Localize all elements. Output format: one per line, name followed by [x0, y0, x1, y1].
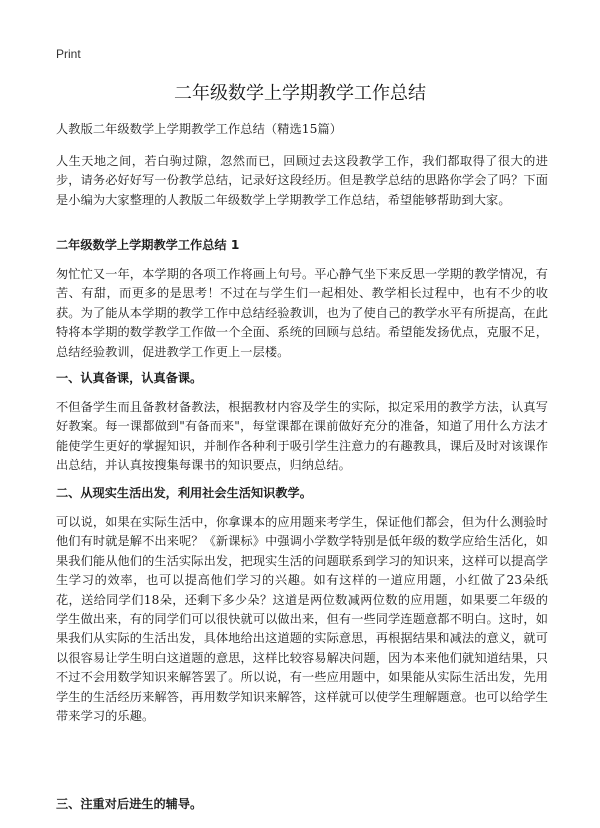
section1-paragraph: 匆忙忙又一年，本学期的各项工作将画上句号。平心静气坐下来反思一学期的教学情况，有苦、有甜，而更多的是思考！不过在与学生们一起相处、教学相长过程中，也有不少的收获。为了能从本学期的教学工作中总结经验教训，也为了使自己的教学水平有所提高，在此特将本学期的数学教学工作做一个全面、系统的回顾与总结。希望能发扬优点，克服不足，总结经验教训，促进教学工作更上一层楼。	[56, 267, 548, 359]
point-heading-1: 一、认真备课，认真备课。	[56, 371, 203, 385]
document-subtitle: 人教版二年级数学上学期教学工作总结（精选15篇）	[56, 122, 343, 136]
point2-paragraph: 可以说，如果在实际生活中，你拿课本的应用题来考学生，保证他们都会，但为什么测验时他们有时就是解不出来呢？《新课标》中强调小学数学特别是低年级的数学应给生活化，如果我们能从他们的生活实际出发，把现实生活的问题联系到学习的知识来，这样可以提高学生学习的效率，也可以提高他们学习的兴趣。如有这样的一道应用题，小红做了23朵纸花，送给同学们18朵，还剩下多少朵？这道是两位数减两位数的应用题，如果要二年级的学生做出来，有的同学们可以很快就可以做出来，但有一些同学连题意都不明白。这时，如果我们从实际的生活出发，具体地给出这道题的实际意思，再根据结果和减法的意义，就可以很容易让学生明白这道题的意思，这样比较容易解决问题，因为本来他们就知道结果，只不过不会用数学知识来解答罢了。所以说，有一些应用题中，如果能从实际生活出发，先用学生的生活经历来解答，再用数学知识来解答，这样就可以使学生理解题意。也可以给学生带来学习的乐趣。	[56, 515, 548, 724]
point1-paragraph: 不但备学生而且备教材备教法，根据教材内容及学生的实际，拟定采用的教学方法，认真写好教案。每一课都做到"有备而来"，每堂课都在课前做好充分的准备，知道了用什么方法才能使学生更好的掌握知识，并制作各种利于吸引学生注意力的有趣教具，课后及时对该课作出总结，并认真按搜集每课书的知识要点，归纳总结。	[56, 400, 548, 473]
intro-paragraph: 人生天地之间，若白驹过隙，忽然而已，回顾过去这段教学工作，我们都取得了很大的进步，请务必好好写一份教学总结，记录好这段经历。但是教学总结的思路你学会了吗？下面是小编为大家整理的人教版二年级数学上学期教学工作总结，希望能够帮助到大家。	[56, 154, 548, 207]
point-heading-3: 三、注重对后进生的辅导。	[56, 797, 203, 811]
point-heading-2: 二、从现实生活出发，利用社会生活知识教学。	[56, 486, 312, 500]
print-link[interactable]: Print	[56, 47, 81, 61]
section-heading-1: 二年级数学上学期教学工作总结 1	[56, 238, 240, 252]
document-title: 二年级数学上学期教学工作总结	[174, 83, 426, 104]
